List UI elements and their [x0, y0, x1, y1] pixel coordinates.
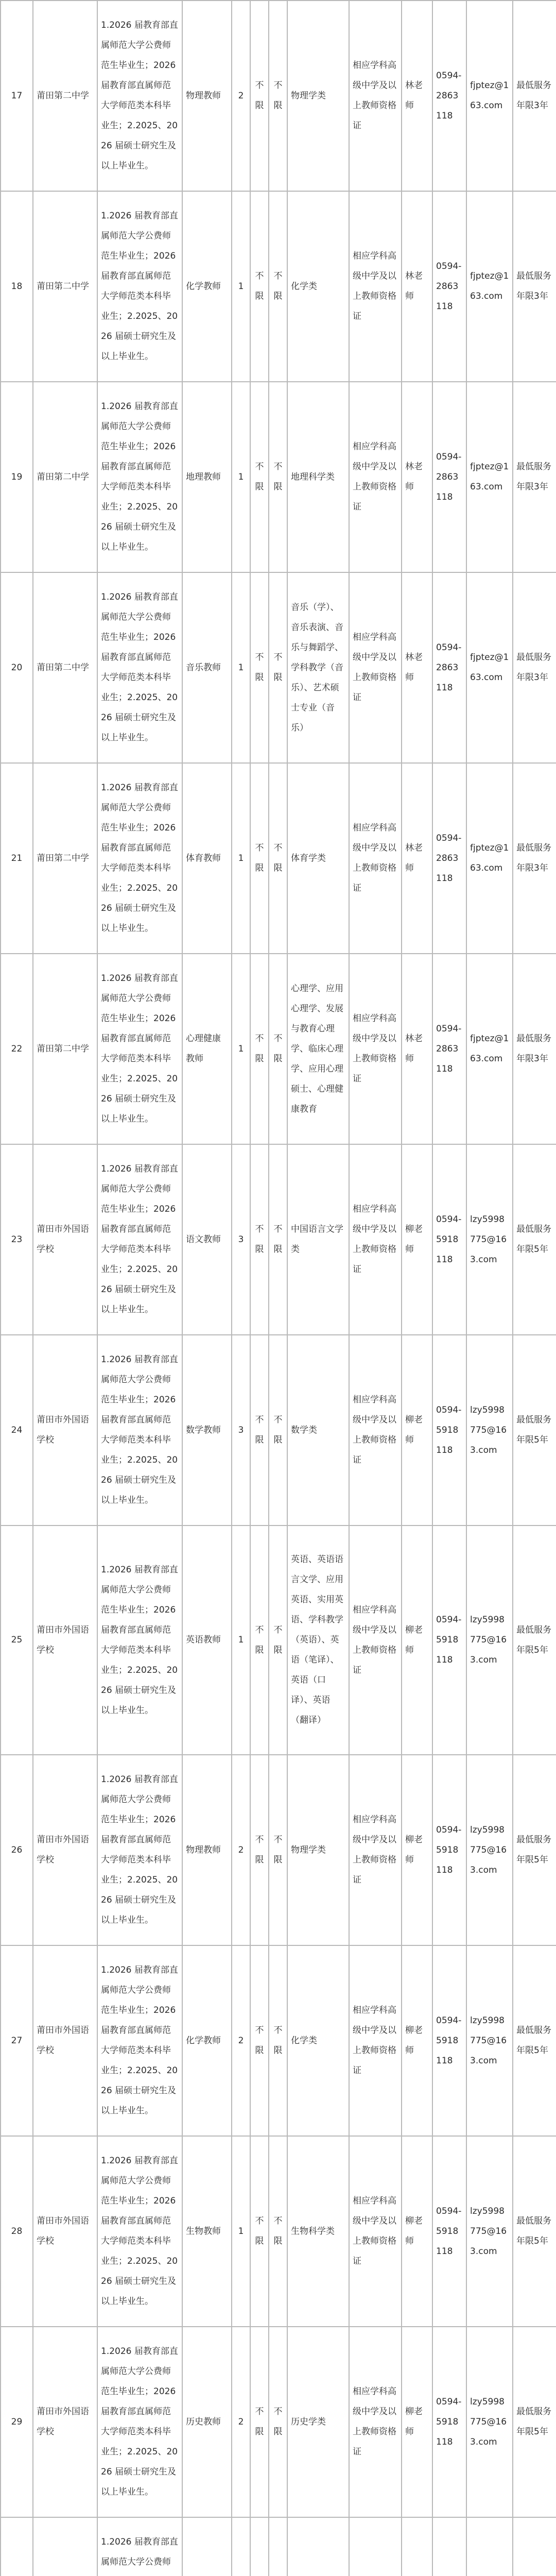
- school-name-cell: 莆田市外国语学校: [33, 1945, 97, 2136]
- post-name-cell: 地理教师: [182, 382, 232, 572]
- table-body: [1, 1, 556, 2576]
- school-name-cell: 莆田第二中学: [33, 191, 97, 382]
- service-term-cell: 最低服务年限5年: [513, 1144, 556, 1335]
- age-requirement-cell: 不限: [269, 1144, 287, 1335]
- gender-requirement-cell: 不限: [250, 763, 269, 954]
- hire-count-cell: 1: [232, 954, 250, 1144]
- age-requirement-cell: 不限: [269, 2136, 287, 2327]
- service-term-cell: 最低服务年限5年: [513, 1945, 556, 2136]
- hire-count-cell: 2: [232, 1, 250, 191]
- row-number-cell: 23: [1, 1144, 33, 1335]
- applicant-requirement-cell: 1.2026 届教育部直属师范大学公费师: [97, 2517, 182, 2576]
- hire-count-cell: 2: [232, 2327, 250, 2517]
- major-requirement-cell: 物理学类: [287, 1755, 349, 1945]
- contact-email-cell: fjptez@163.com: [466, 954, 513, 1144]
- post-name-cell: 物理教师: [182, 1, 232, 191]
- contact-person-cell: 柳老师: [402, 2327, 432, 2517]
- service-term-cell: 最低服务年限3年: [513, 954, 556, 1144]
- hire-count-cell: 3: [232, 1335, 250, 1526]
- major-requirement-cell: [287, 2517, 349, 2576]
- gender-requirement-cell: 不限: [250, 1144, 269, 1335]
- contact-phone-cell: 0594-5918118: [432, 1755, 466, 1945]
- contact-email-cell: lzy5998775@163.com: [466, 1335, 513, 1526]
- age-requirement-cell: [269, 2517, 287, 2576]
- service-term-cell: 最低服务年限3年: [513, 572, 556, 763]
- contact-email-cell: lzy5998775@163.com: [466, 1144, 513, 1335]
- school-name-cell: 莆田第二中学: [33, 572, 97, 763]
- school-name-cell: 莆田第二中学: [33, 1, 97, 191]
- school-name-cell: [33, 2517, 97, 2576]
- post-name-cell: 化学教师: [182, 191, 232, 382]
- applicant-requirement-cell: 1.2026 届教育部直属师范大学公费师范生毕业生；2026 届教育部直属师范大学师范类本科毕业生；2.2025、2026 届硕士研究生及以上毕业生。: [97, 1144, 182, 1335]
- table-row: [1, 572, 556, 763]
- major-requirement-cell: 心理学、应用心理学、发展与教育心理学、临床心理学、应用心理硕士、心理健康教育: [287, 954, 349, 1144]
- contact-person-cell: 柳老师: [402, 1144, 432, 1335]
- major-requirement-cell: 体育学类: [287, 763, 349, 954]
- post-name-cell: 物理教师: [182, 1755, 232, 1945]
- age-requirement-cell: 不限: [269, 1, 287, 191]
- applicant-requirement-cell: 1.2026 届教育部直属师范大学公费师范生毕业生；2026 届教育部直属师范大学师范类本科毕业生；2.2025、2026 届硕士研究生及以上毕业生。: [97, 1755, 182, 1945]
- qualification-requirement-cell: 相应学科高级中学及以上教师资格证: [349, 1335, 402, 1526]
- post-name-cell: 数学教师: [182, 1335, 232, 1526]
- applicant-requirement-cell: 1.2026 届教育部直属师范大学公费师范生毕业生；2026 届教育部直属师范大学师范类本科毕业生；2.2025、2026 届硕士研究生及以上毕业生。: [97, 1945, 182, 2136]
- hire-count-cell: 1: [232, 2136, 250, 2327]
- post-name-cell: 英语教师: [182, 1526, 232, 1755]
- contact-email-cell: fjptez@163.com: [466, 191, 513, 382]
- gender-requirement-cell: 不限: [250, 572, 269, 763]
- row-number-cell: 22: [1, 954, 33, 1144]
- major-requirement-cell: 化学类: [287, 191, 349, 382]
- school-name-cell: 莆田第二中学: [33, 382, 97, 572]
- row-number-cell: 24: [1, 1335, 33, 1526]
- post-name-cell: 生物教师: [182, 2136, 232, 2327]
- major-requirement-cell: 英语、英语语言文学、应用英语、实用英语、学科教学（英语）、英语（笔译）、英语（口译）、英语（翻译）: [287, 1526, 349, 1755]
- qualification-requirement-cell: 相应学科高级中学及以上教师资格证: [349, 1526, 402, 1755]
- row-number-cell: 21: [1, 763, 33, 954]
- gender-requirement-cell: 不限: [250, 191, 269, 382]
- age-requirement-cell: 不限: [269, 191, 287, 382]
- applicant-requirement-cell: 1.2026 届教育部直属师范大学公费师范生毕业生；2026 届教育部直属师范大学师范类本科毕业生；2.2025、2026 届硕士研究生及以上毕业生。: [97, 1335, 182, 1526]
- contact-email-cell: lzy5998775@163.com: [466, 1526, 513, 1755]
- row-number-cell: 20: [1, 572, 33, 763]
- applicant-requirement-cell: 1.2026 届教育部直属师范大学公费师范生毕业生；2026 届教育部直属师范大学师范类本科毕业生；2.2025、2026 届硕士研究生及以上毕业生。: [97, 1, 182, 191]
- qualification-requirement-cell: 相应学科高级中学及以上教师资格证: [349, 382, 402, 572]
- qualification-requirement-cell: 相应学科高级中学及以上教师资格证: [349, 572, 402, 763]
- contact-email-cell: lzy5998775@163.com: [466, 2136, 513, 2327]
- age-requirement-cell: 不限: [269, 954, 287, 1144]
- major-requirement-cell: 化学类: [287, 1945, 349, 2136]
- major-requirement-cell: 数学类: [287, 1335, 349, 1526]
- applicant-requirement-cell: 1.2026 届教育部直属师范大学公费师范生毕业生；2026 届教育部直属师范大学师范类本科毕业生；2.2025、2026 届硕士研究生及以上毕业生。: [97, 954, 182, 1144]
- post-name-cell: 历史教师: [182, 2327, 232, 2517]
- applicant-requirement-cell: 1.2026 届教育部直属师范大学公费师范生毕业生；2026 届教育部直属师范大学师范类本科毕业生；2.2025、2026 届硕士研究生及以上毕业生。: [97, 2327, 182, 2517]
- hire-count-cell: 3: [232, 1144, 250, 1335]
- school-name-cell: 莆田第二中学: [33, 954, 97, 1144]
- service-term-cell: 最低服务年限5年: [513, 2136, 556, 2327]
- contact-phone-cell: 0594-2863118: [432, 954, 466, 1144]
- contact-phone-cell: 0594-5918118: [432, 2136, 466, 2327]
- service-term-cell: 最低服务年限5年: [513, 1526, 556, 1755]
- table-row: [1, 763, 556, 954]
- age-requirement-cell: 不限: [269, 382, 287, 572]
- table-row: [1, 191, 556, 382]
- applicant-requirement-cell: 1.2026 届教育部直属师范大学公费师范生毕业生；2026 届教育部直属师范大学师范类本科毕业生；2.2025、2026 届硕士研究生及以上毕业生。: [97, 572, 182, 763]
- contact-person-cell: 林老师: [402, 382, 432, 572]
- gender-requirement-cell: 不限: [250, 1335, 269, 1526]
- table-row: [1, 1, 556, 191]
- contact-phone-cell: 0594-5918118: [432, 2327, 466, 2517]
- contact-phone-cell: 0594-5918118: [432, 1526, 466, 1755]
- contact-person-cell: [402, 2517, 432, 2576]
- service-term-cell: 最低服务年限3年: [513, 763, 556, 954]
- contact-person-cell: 柳老师: [402, 1526, 432, 1755]
- gender-requirement-cell: 不限: [250, 2327, 269, 2517]
- table-row: [1, 954, 556, 1144]
- major-requirement-cell: 生物科学类: [287, 2136, 349, 2327]
- gender-requirement-cell: 不限: [250, 1, 269, 191]
- hire-count-cell: 1: [232, 1526, 250, 1755]
- school-name-cell: 莆田第二中学: [33, 763, 97, 954]
- contact-email-cell: fjptez@163.com: [466, 572, 513, 763]
- hire-count-cell: 1: [232, 191, 250, 382]
- hire-count-cell: 2: [232, 1945, 250, 2136]
- gender-requirement-cell: 不限: [250, 1945, 269, 2136]
- qualification-requirement-cell: 相应学科高级中学及以上教师资格证: [349, 1144, 402, 1335]
- qualification-requirement-cell: 相应学科高级中学及以上教师资格证: [349, 191, 402, 382]
- contact-person-cell: 林老师: [402, 954, 432, 1144]
- contact-phone-cell: 0594-5918118: [432, 1144, 466, 1335]
- age-requirement-cell: 不限: [269, 1335, 287, 1526]
- table-row: [1, 1945, 556, 2136]
- contact-person-cell: 林老师: [402, 1, 432, 191]
- contact-person-cell: 林老师: [402, 763, 432, 954]
- school-name-cell: 莆田市外国语学校: [33, 2136, 97, 2327]
- service-term-cell: 最低服务年限5年: [513, 1755, 556, 1945]
- row-number-cell: [1, 2517, 33, 2576]
- age-requirement-cell: 不限: [269, 1755, 287, 1945]
- contact-email-cell: [466, 2517, 513, 2576]
- school-name-cell: 莆田市外国语学校: [33, 2327, 97, 2517]
- table-row: [1, 1335, 556, 1526]
- applicant-requirement-cell: 1.2026 届教育部直属师范大学公费师范生毕业生；2026 届教育部直属师范大学师范类本科毕业生；2.2025、2026 届硕士研究生及以上毕业生。: [97, 1526, 182, 1755]
- service-term-cell: 最低服务年限5年: [513, 1335, 556, 1526]
- applicant-requirement-cell: 1.2026 届教育部直属师范大学公费师范生毕业生；2026 届教育部直属师范大学师范类本科毕业生；2.2025、2026 届硕士研究生及以上毕业生。: [97, 382, 182, 572]
- contact-person-cell: 柳老师: [402, 1945, 432, 2136]
- gender-requirement-cell: 不限: [250, 382, 269, 572]
- contact-email-cell: lzy5998775@163.com: [466, 2327, 513, 2517]
- contact-email-cell: fjptez@163.com: [466, 382, 513, 572]
- major-requirement-cell: 中国语言文学类: [287, 1144, 349, 1335]
- gender-requirement-cell: 不限: [250, 2136, 269, 2327]
- gender-requirement-cell: [250, 2517, 269, 2576]
- contact-phone-cell: [432, 2517, 466, 2576]
- contact-phone-cell: 0594-2863118: [432, 572, 466, 763]
- qualification-requirement-cell: 相应学科高级中学及以上教师资格证: [349, 763, 402, 954]
- row-number-cell: 25: [1, 1526, 33, 1755]
- school-name-cell: 莆田市外国语学校: [33, 1526, 97, 1755]
- contact-email-cell: fjptez@163.com: [466, 1, 513, 191]
- service-term-cell: [513, 2517, 556, 2576]
- service-term-cell: 最低服务年限3年: [513, 382, 556, 572]
- applicant-requirement-cell: 1.2026 届教育部直属师范大学公费师范生毕业生；2026 届教育部直属师范大学师范类本科毕业生；2.2025、2026 届硕士研究生及以上毕业生。: [97, 2136, 182, 2327]
- contact-person-cell: 林老师: [402, 191, 432, 382]
- applicant-requirement-cell: 1.2026 届教育部直属师范大学公费师范生毕业生；2026 届教育部直属师范大学师范类本科毕业生；2.2025、2026 届硕士研究生及以上毕业生。: [97, 191, 182, 382]
- hire-count-cell: [232, 2517, 250, 2576]
- post-name-cell: 心理健康教师: [182, 954, 232, 1144]
- contact-person-cell: 柳老师: [402, 1335, 432, 1526]
- row-number-cell: 18: [1, 191, 33, 382]
- age-requirement-cell: 不限: [269, 763, 287, 954]
- major-requirement-cell: 物理学类: [287, 1, 349, 191]
- post-name-cell: 化学教师: [182, 1945, 232, 2136]
- age-requirement-cell: 不限: [269, 1945, 287, 2136]
- table-row: [1, 1144, 556, 1335]
- service-term-cell: 最低服务年限3年: [513, 1, 556, 191]
- contact-email-cell: fjptez@163.com: [466, 763, 513, 954]
- school-name-cell: 莆田市外国语学校: [33, 1144, 97, 1335]
- contact-email-cell: lzy5998775@163.com: [466, 1755, 513, 1945]
- hire-count-cell: 1: [232, 382, 250, 572]
- contact-phone-cell: 0594-2863118: [432, 1, 466, 191]
- contact-person-cell: 柳老师: [402, 1755, 432, 1945]
- contact-phone-cell: 0594-2863118: [432, 763, 466, 954]
- post-name-cell: 体育教师: [182, 763, 232, 954]
- qualification-requirement-cell: 相应学科高级中学及以上教师资格证: [349, 2327, 402, 2517]
- row-number-cell: 28: [1, 2136, 33, 2327]
- post-name-cell: 音乐教师: [182, 572, 232, 763]
- age-requirement-cell: 不限: [269, 1526, 287, 1755]
- age-requirement-cell: 不限: [269, 2327, 287, 2517]
- table-row: [1, 382, 556, 572]
- qualification-requirement-cell: 相应学科高级中学及以上教师资格证: [349, 2136, 402, 2327]
- contact-person-cell: 林老师: [402, 572, 432, 763]
- hire-count-cell: 2: [232, 1755, 250, 1945]
- table-row: [1, 2136, 556, 2327]
- row-number-cell: 17: [1, 1, 33, 191]
- contact-phone-cell: 0594-2863118: [432, 191, 466, 382]
- qualification-requirement-cell: 相应学科高级中学及以上教师资格证: [349, 1755, 402, 1945]
- post-name-cell: [182, 2517, 232, 2576]
- qualification-requirement-cell: 相应学科高级中学及以上教师资格证: [349, 1945, 402, 2136]
- table-row: [1, 2327, 556, 2517]
- qualification-requirement-cell: [349, 2517, 402, 2576]
- table-row: [1, 2517, 556, 2576]
- applicant-requirement-cell: 1.2026 届教育部直属师范大学公费师范生毕业生；2026 届教育部直属师范大学师范类本科毕业生；2.2025、2026 届硕士研究生及以上毕业生。: [97, 763, 182, 954]
- contact-person-cell: 柳老师: [402, 2136, 432, 2327]
- contact-email-cell: lzy5998775@163.com: [466, 1945, 513, 2136]
- row-number-cell: 19: [1, 382, 33, 572]
- major-requirement-cell: 历史学类: [287, 2327, 349, 2517]
- contact-phone-cell: 0594-5918118: [432, 1945, 466, 2136]
- row-number-cell: 27: [1, 1945, 33, 2136]
- major-requirement-cell: 音乐（学）、音乐表演、音乐与舞蹈学、学科教学（音乐）、艺术硕士专业（音乐）: [287, 572, 349, 763]
- hire-count-cell: 1: [232, 572, 250, 763]
- row-number-cell: 29: [1, 2327, 33, 2517]
- contact-phone-cell: 0594-5918118: [432, 1335, 466, 1526]
- row-number-cell: 26: [1, 1755, 33, 1945]
- gender-requirement-cell: 不限: [250, 1526, 269, 1755]
- gender-requirement-cell: 不限: [250, 954, 269, 1144]
- qualification-requirement-cell: 相应学科高级中学及以上教师资格证: [349, 1, 402, 191]
- major-requirement-cell: 地理科学类: [287, 382, 349, 572]
- qualification-requirement-cell: 相应学科高级中学及以上教师资格证: [349, 954, 402, 1144]
- school-name-cell: 莆田市外国语学校: [33, 1755, 97, 1945]
- hire-count-cell: 1: [232, 763, 250, 954]
- contact-phone-cell: 0594-2863118: [432, 382, 466, 572]
- service-term-cell: 最低服务年限3年: [513, 191, 556, 382]
- school-name-cell: 莆田市外国语学校: [33, 1335, 97, 1526]
- gender-requirement-cell: 不限: [250, 1755, 269, 1945]
- table-row: [1, 1526, 556, 1755]
- post-name-cell: 语文教师: [182, 1144, 232, 1335]
- service-term-cell: 最低服务年限5年: [513, 2327, 556, 2517]
- age-requirement-cell: 不限: [269, 572, 287, 763]
- table-row: [1, 1755, 556, 1945]
